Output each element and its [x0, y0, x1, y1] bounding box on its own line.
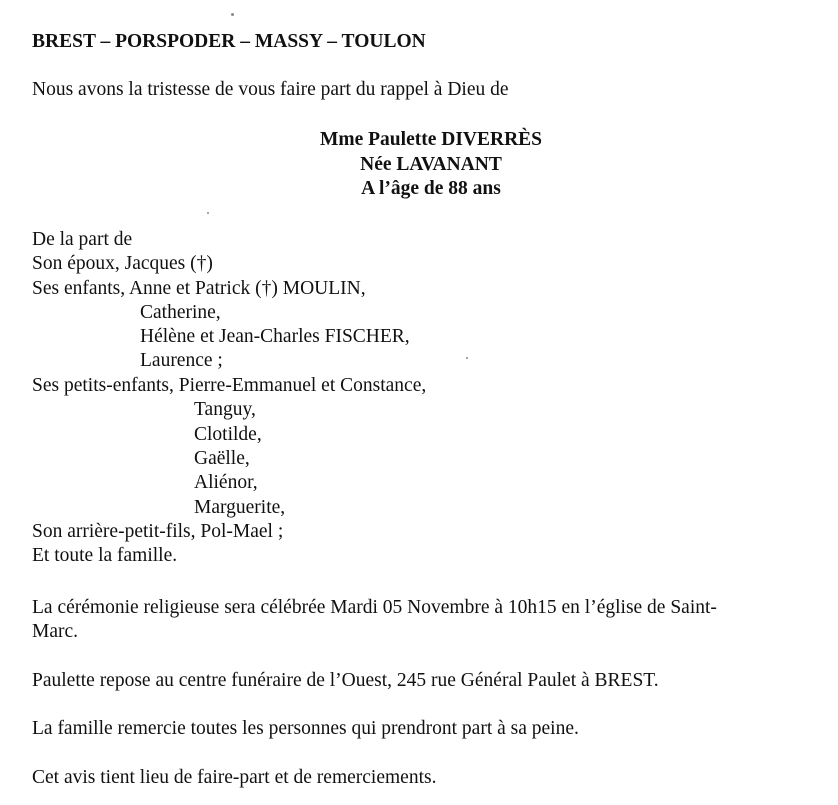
children-line: Catherine,: [140, 302, 221, 323]
grandchildren-line: Ses petits-enfants, Pierre-Emmanuel et Constance,: [32, 375, 427, 396]
deceased-age: A l’âge de 88 ans: [361, 178, 501, 199]
grandchildren-line: Clotilde,: [194, 424, 262, 445]
grandchildren-line: Marguerite,: [194, 497, 286, 518]
from-label: De la part de: [32, 229, 133, 250]
great-grandchild-line: Son arrière-petit-fils, Pol-Mael ;: [32, 521, 284, 542]
children-line: Laurence ;: [140, 350, 223, 371]
deceased-maiden-name: Née LAVANANT: [360, 154, 502, 175]
header-cities: BREST – PORSPODER – MASSY – TOULON: [32, 31, 426, 52]
scan-speck: [207, 212, 209, 214]
deceased-name: Mme Paulette DIVERRÈS: [319, 129, 543, 150]
grandchildren-line: Aliénor,: [194, 472, 258, 493]
scan-speck: [231, 13, 234, 16]
grandchildren-line: Tanguy,: [194, 399, 256, 420]
thanks-text: La famille remercie toutes les personnes qui prendront part à sa peine.: [32, 718, 579, 739]
all-family-line: Et toute la famille.: [32, 545, 178, 566]
ceremony-line: La cérémonie religieuse sera célébrée Mardi 05 Novembre à 10h15 en l’église de Saint-: [32, 597, 717, 618]
closing-text: Cet avis tient lieu de faire-part et de remerciements.: [32, 767, 437, 788]
scan-speck: [466, 357, 468, 359]
children-line: Ses enfants, Anne et Patrick (†) MOULIN,: [32, 278, 366, 299]
rest-location-text: Paulette repose au centre funéraire de l’Ouest, 245 rue Général Paulet à BREST.: [32, 670, 659, 691]
grandchildren-line: Gaëlle,: [194, 448, 250, 469]
children-line: Hélène et Jean-Charles FISCHER,: [140, 326, 410, 347]
ceremony-line: Marc.: [32, 621, 79, 642]
intro-text: Nous avons la tristesse de vous faire part du rappel à Dieu de: [32, 79, 509, 100]
spouse-line: Son époux, Jacques (†): [32, 253, 213, 274]
